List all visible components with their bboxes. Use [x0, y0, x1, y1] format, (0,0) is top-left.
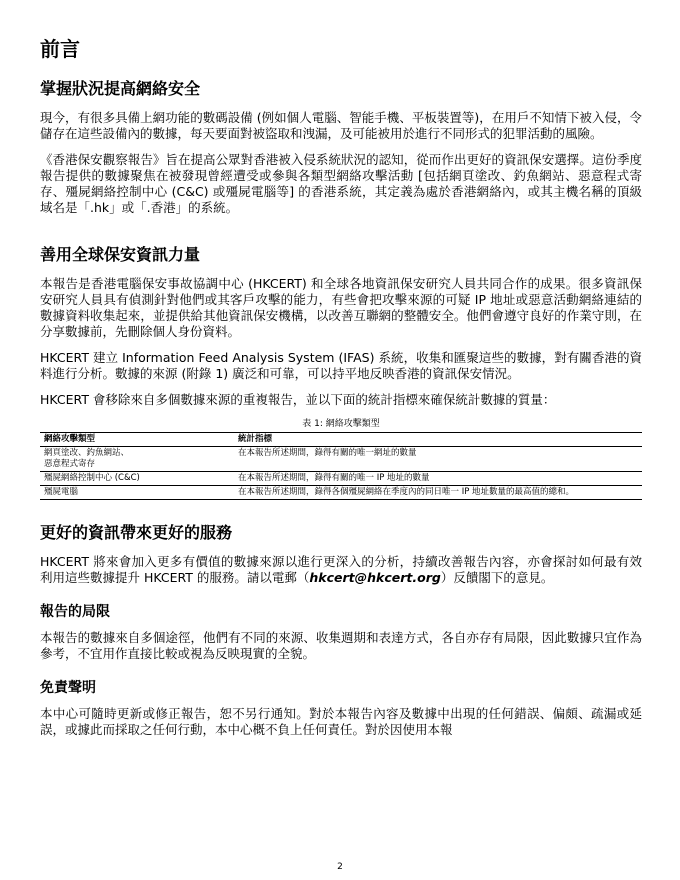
table-row [40, 447, 642, 472]
service-text-before: HKCERT 將來會加入更多有價值的數據來源以進行更深入的分析，持續改善報告內容，亦會探討如何最有效利用這些數據提升 HKCERT 的服務。請以電郵（ [40, 554, 642, 585]
table-cell: 網頁塗改、釣魚網站、 惡意程式寄存 [40, 447, 234, 472]
page-number: 2 [337, 862, 343, 872]
table-row [40, 472, 642, 486]
service-text-after: ）反饋閣下的意見。 [440, 570, 554, 585]
paragraph-report-purpose: 《香港保安觀察報告》旨在提高公眾對香港被入侵系統狀況的認知，從而作出更好的資訊保安選擇。這份季度報告提供的數據聚焦在被發現曾經遭受或參與各類型網絡攻擊活動 [包括網頁塗改、釣魚網站、惡意程式寄存、殭屍網絡控制中心 (C&C) 或殭屍電腦等] 的香港系統，其定義為處於香港網絡內，或其主機名稱的頂級域名是「.hk」或「.香港」的系統。 [40, 152, 642, 215]
table-cell: 殭屍網絡控制中心 (C&C) [40, 472, 234, 486]
section-heading-limits: 報告的局限 [40, 604, 110, 620]
table-header-cell: 網絡攻擊類型 [40, 433, 234, 447]
paragraph-disclaimer: 本中心可隨時更新或修正報告，恕不另行通知。對於本報告內容及數據中出現的任何錯誤、偏頗、疏漏或延誤，或據此而採取之任何行動，本中心概不負上任何責任。對於因使用本報 [40, 706, 642, 737]
section-heading-situation: 掌握狀況提高網絡安全 [40, 79, 201, 98]
document-page [40, 36, 642, 748]
table-caption: 表 1: 網絡攻擊類型 [302, 419, 380, 429]
attack-type-table [40, 432, 642, 500]
table-cell: 在本報告所述期間，錄得有關的唯一 IP 地址的數量 [234, 472, 642, 486]
table-cell: 在本報告所述期間，錄得各個殭屍網絡在季度內的同日唯一 IP 地址數量的最高值的總和。 [238, 487, 575, 497]
paragraph-devices-risk: 現今，有很多具備上網功能的數碼設備 (例如個人電腦、智能手機、平板裝置等)，在用戶不知情下被入侵，令儲存在這些設備內的數據，每天要面對被盜取和洩漏，及可能被用於進行不同形式的犯罪活動的風險。 [40, 110, 642, 141]
table-cell: 在本報告所述期間，錄得有關的唯一網址的數量 [234, 447, 642, 472]
table-header-row [40, 433, 642, 447]
paragraph-dedup: HKCERT 會移除來自多個數據來源的重複報告，並以下面的統計指標來確保統計數據的質量： [40, 392, 556, 407]
page-title: 前言 [40, 37, 80, 61]
paragraph-ifas: HKCERT 建立 Information Feed Analysis System (IFAS) 系統，收集和匯聚這些的數據，對有關香港的資料進行分析。數據的來源 (附錄 1) 廣泛和可靠，可以持平地反映香港的資訊保安情況。 [40, 350, 642, 381]
feedback-email-link[interactable]: hkcert@hkcert.org [309, 570, 441, 585]
paragraph-limits: 本報告的數據來自多個途徑，他們有不同的來源、收集週期和表達方式，各自亦存有局限，因此數據只宜作為參考，不宜用作直接比較或視為反映現實的全貌。 [40, 630, 642, 661]
table-cell: 殭屍電腦 [44, 487, 79, 497]
table-header-cell: 統計指標 [234, 433, 642, 447]
table-row [40, 486, 642, 500]
section-heading-service: 更好的資訊帶來更好的服務 [40, 523, 233, 542]
paragraph-service [40, 554, 642, 586]
paragraph-collaboration: 本報告是香港電腦保安事故協調中心 (HKCERT) 和全球各地資訊保安研究人員共同合作的成果。很多資訊保安研究人員具有偵測針對他們或其客戶攻擊的能力，有些會把攻擊來源的可疑 IP 地址或惡意活動網絡連結的數據資料收集起來，並提供給其他資訊保安機構，以改善互聯網的整體安全。他們會遵守良好的作業守則，在分享數據前，先刪除個人身份資料。 [40, 276, 642, 339]
section-heading-global: 善用全球保安資訊力量 [40, 245, 201, 264]
section-heading-disclaimer: 免責聲明 [40, 680, 96, 696]
